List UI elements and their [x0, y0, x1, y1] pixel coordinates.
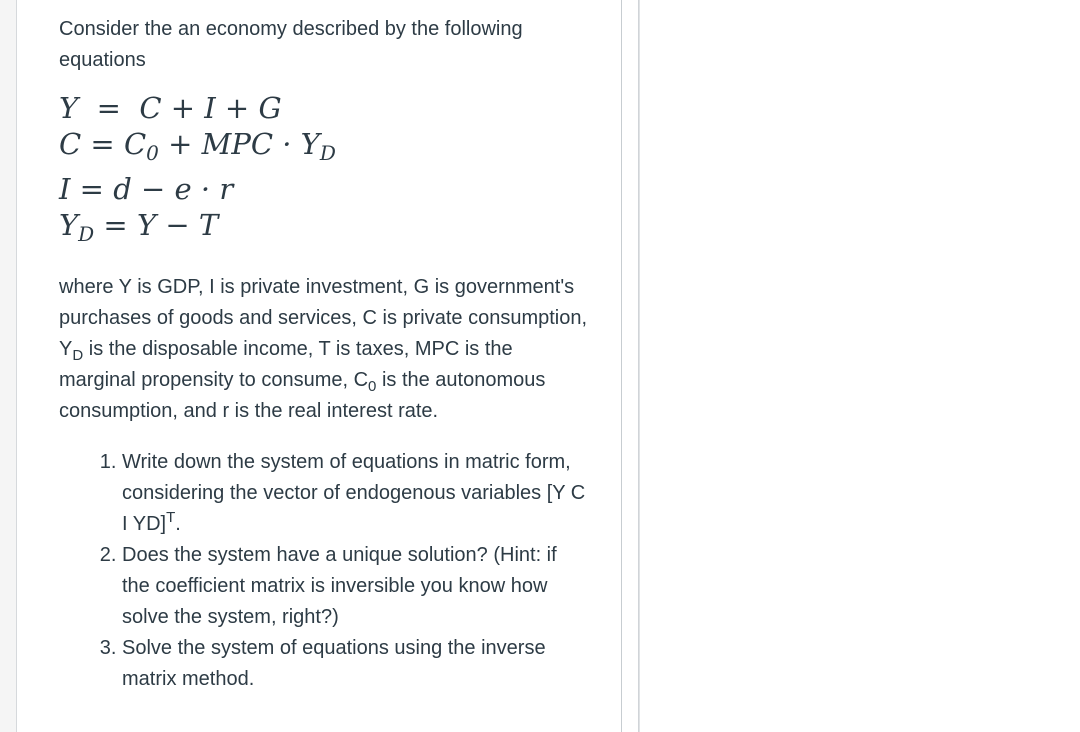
question-3: 3. Solve the system of equations using the inverse matrix method.	[122, 633, 589, 695]
question-content	[59, 14, 589, 695]
equation-consumption: $C = C_0$ + MPC · $Y_D$	[59, 127, 336, 165]
left-gutter	[0, 0, 17, 732]
equation-gdp: Y = C + I + G	[59, 91, 282, 125]
question-card	[17, 0, 622, 732]
equation-disposable-income: $Y_D = Y - T$	[59, 208, 219, 246]
questions-list	[59, 447, 589, 695]
right-pane	[641, 0, 1080, 732]
equation-block	[59, 90, 589, 252]
question-2: 2. Does the system have a unique solution? (Hint: if the coefficient matrix is inversible you know how solve the system, right?)	[122, 540, 589, 633]
definitions-paragraph: where Y is GDP, I is private investment, G is government's purchases of goods and services, C is private consumption, $Y_D$ is the disposable income, T is taxes, MPC is the marginal propensity to consume, $C_0$ is the autonomous consumption, and r is the real interest rate.	[59, 276, 588, 422]
intro-text: Consider the an economy described by the following equations	[59, 18, 523, 71]
question-1: 1. Write down the system of equations in matric form, considering the vector of endogenous variables [Y C I YD]$^T$.	[122, 447, 589, 540]
equation-investment: I = d − e · r	[59, 172, 234, 206]
pane-divider[interactable]	[638, 0, 640, 732]
